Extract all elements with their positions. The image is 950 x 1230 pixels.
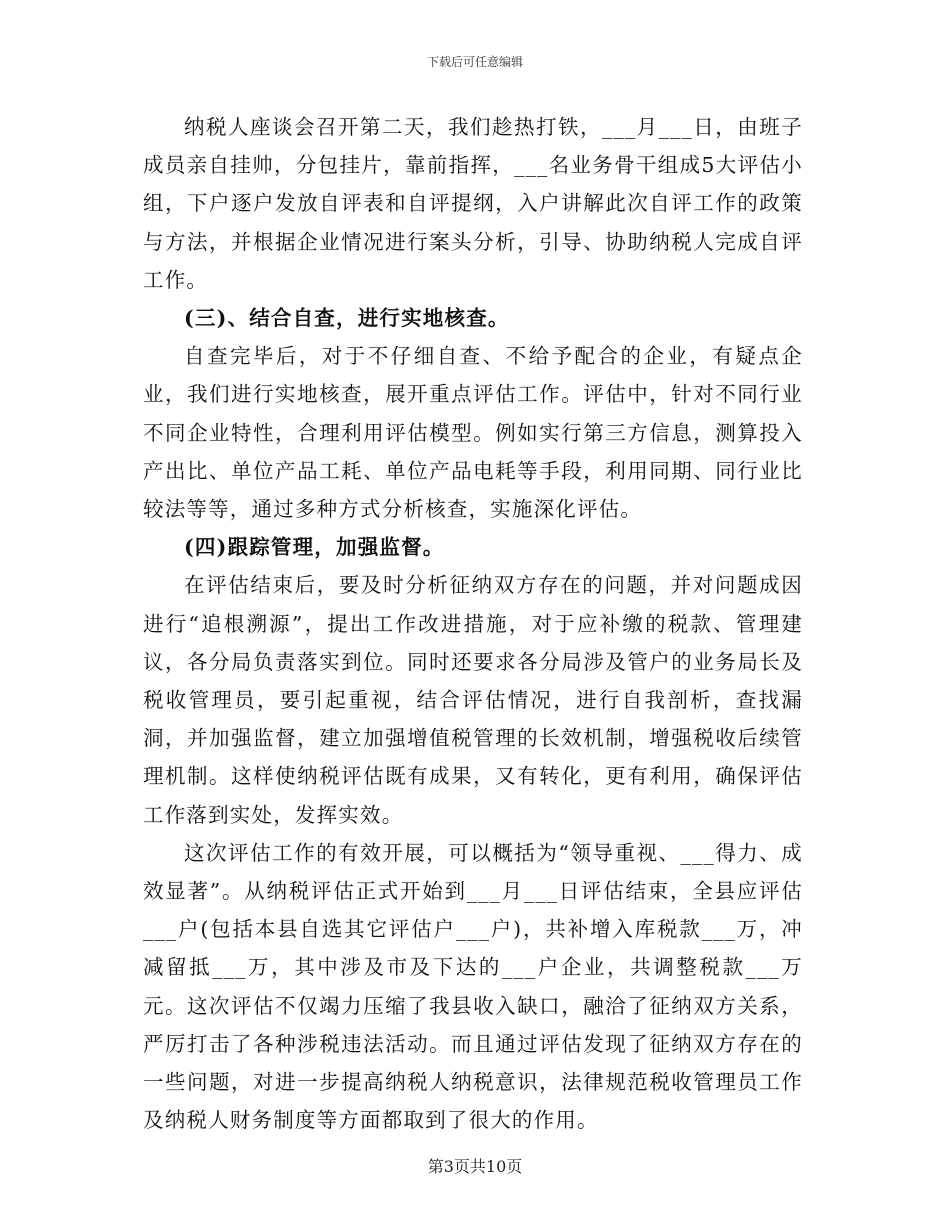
section-heading-4: (四)跟踪管理，加强监督。	[184, 535, 445, 560]
paragraph-results-summary: 这次评估工作的有效开展，可以概括为“领导重视、___得力、成效显著”。从纳税评估正式开始到___月___日评估结束，全县应评估___户(包括本县自选其它评估户___户)，共补增入库税款___万，冲减留抵___万，其中涉及市及下达的___户企业，共调整税款___万元。这次评估不仅竭力压缩了我县收入缺口，融洽了征纳双方关系，严厉打击了各种涉税违法活动。而且通过评估发现了征纳双方存在的一些问题，对进一步提高纳税人纳税意识，法律规范税收管理员工作及纳税人财务制度等方面都取到了很大的作用。	[143, 840, 803, 1133]
section-heading-3: (三)、结合自查，进行实地核查。	[184, 306, 510, 331]
page-number: 第3页共10页	[427, 1157, 523, 1176]
paragraph-tracking-management: 在评估结束后，要及时分析征纳双方存在的问题，并对问题成因进行“追根溯源”，提出工作改进措施，对于应补缴的税款、管理建议，各分局负责落实到位。同时还要求各分局涉及管户的业务局长及税收管理员，要引起重视，结合评估情况，进行自我剖析，查找漏洞，并加强监督，建立加强增值税管理的长效机制，增强税收后续管理机制。这样使纳税评估既有成果，又有转化，更有利用，确保评估工作落到实处，发挥实效。	[143, 573, 803, 827]
page-header: 下载后可任意编辑	[426, 55, 523, 69]
paragraph-self-assessment-rollout: 纳税人座谈会召开第二天，我们趁热打铁，___月___日，由班子成员亲自挂帅，分包挂片，靠前指挥，___名业务骨干组成5大评估小组，下户逐户发放自评表和自评提纲，入户讲解此次自评工作的政策与方法，并根据企业情况进行案头分析，引导、协助纳税人完成自评工作。	[143, 115, 803, 292]
document-body	[143, 108, 803, 1139]
paragraph-field-verification: 自查完毕后，对于不仔细自查、不给予配合的企业，有疑点企业，我们进行实地核查，展开重点评估工作。评估中，针对不同行业不同企业特性，合理利用评估模型。例如实行第三方信息，测算投入产出比、单位产品工耗、单位产品电耗等手段，利用同期、同行业比较法等等，通过多种方式分析核查，实施深化评估。	[143, 344, 803, 522]
